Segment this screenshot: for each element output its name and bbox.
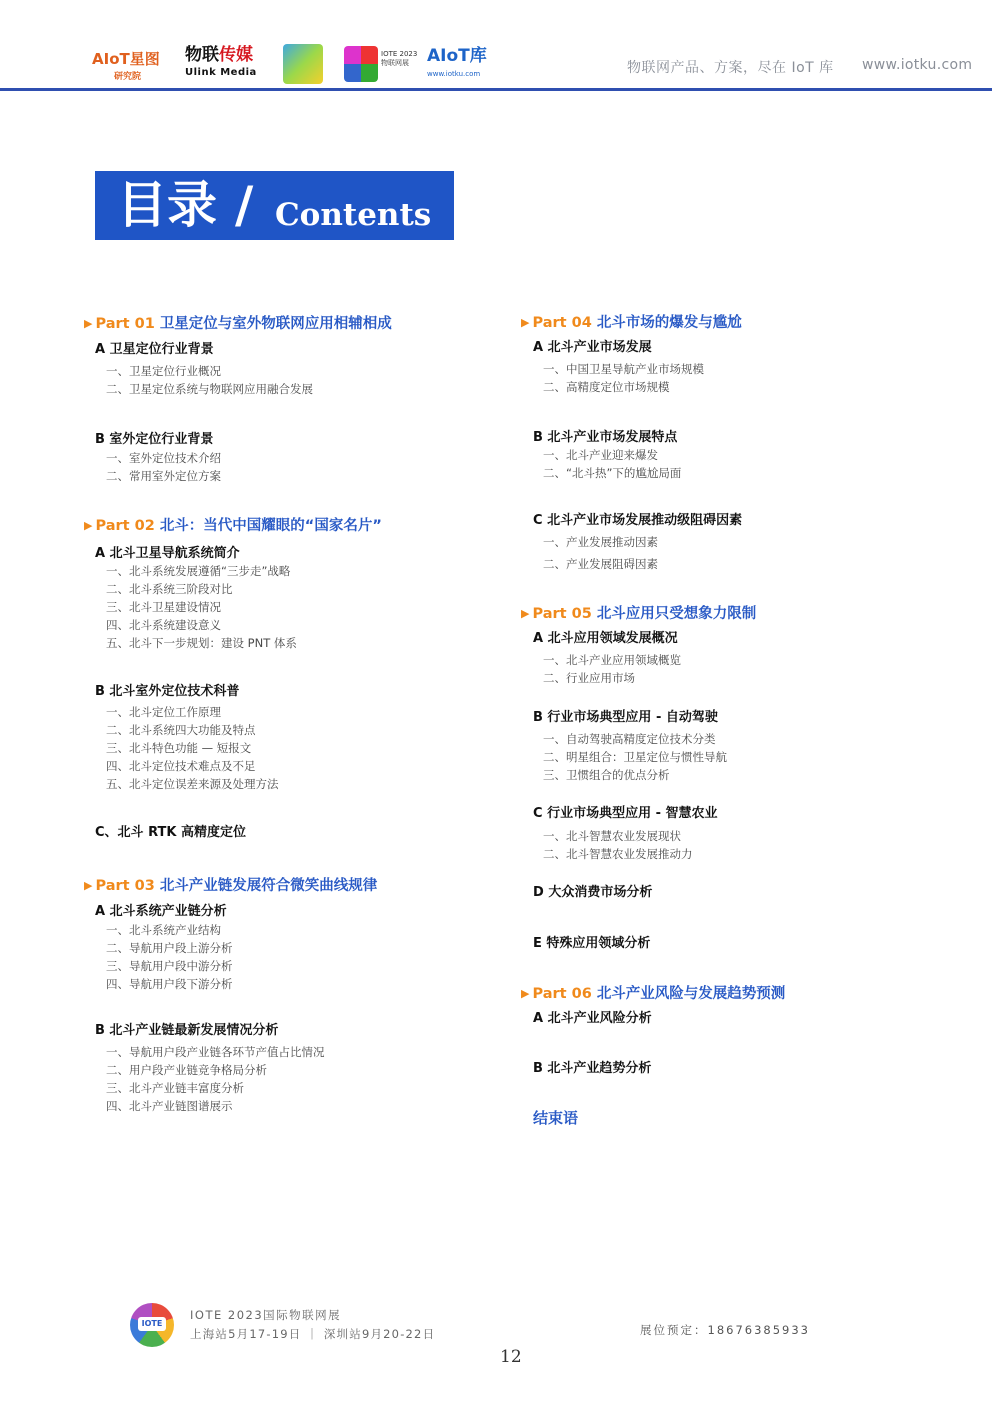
arrow-right-icon: ▶ [521, 316, 530, 329]
toc-item[interactable]: 三、导航用户段中游分析 [106, 959, 233, 973]
toc-item[interactable]: 五、北斗下一步规划：建设 PNT 体系 [106, 636, 297, 650]
toc-part-02[interactable] [84, 514, 382, 535]
expo-badge-logo [283, 44, 323, 84]
arrow-right-icon: ▶ [84, 519, 93, 532]
footer-expo-dates: 上海站5月17-19日 ｜ 深圳站9月20-22日 [190, 1327, 436, 1341]
toc-section[interactable]: B 室外定位行业背景 [95, 432, 214, 447]
footer-booking-phone: 展位预定：18676385933 [640, 1323, 810, 1337]
toc-section[interactable]: E 特殊应用领域分析 [533, 936, 651, 951]
toc-section[interactable]: B 北斗室外定位技术科普 [95, 684, 240, 699]
toc-section[interactable]: B 行业市场典型应用 - 自动驾驶 [533, 710, 718, 725]
toc-item[interactable]: 一、北斗智慧农业发展现状 [543, 829, 681, 843]
aiotku-logo-text: AIoT库 [427, 46, 487, 66]
part-title: 北斗市场的爆发与尴尬 [596, 315, 742, 331]
footer-expo-title: IOTE 2023国际物联网展 [190, 1308, 342, 1322]
toc-part-01[interactable] [84, 312, 392, 333]
toc-item[interactable]: 二、北斗系统三阶段对比 [106, 582, 233, 596]
part-title: 北斗产业链发展符合微笑曲线规律 [159, 878, 378, 894]
aiotku-logo-url: www.iotku.com [427, 70, 481, 78]
part-title: 北斗应用只受想象力限制 [596, 606, 757, 622]
toc-item[interactable]: 一、卫星定位行业概况 [106, 364, 221, 378]
arrow-right-icon: ▶ [84, 879, 93, 892]
ulink-logo-cn-b: 传媒 [219, 45, 253, 65]
aiot-logo-sub: 研究院 [114, 72, 142, 82]
arrow-right-icon: ▶ [521, 987, 530, 1000]
toc-section[interactable]: B 北斗产业趋势分析 [533, 1061, 652, 1076]
toc-item[interactable]: 一、北斗定位工作原理 [106, 705, 221, 719]
toc-item[interactable]: 三、北斗产业链丰富度分析 [106, 1081, 244, 1095]
toc-section[interactable]: A 北斗卫星导航系统简介 [95, 546, 240, 561]
toc-item[interactable]: 二、导航用户段上游分析 [106, 941, 233, 955]
ulink-logo-en: Ulink Media [185, 67, 257, 78]
toc-section[interactable]: C、北斗 RTK 高精度定位 [95, 825, 246, 840]
part-title: 北斗：当代中国耀眼的“国家名片” [159, 518, 382, 534]
contents-title-banner [95, 171, 454, 240]
part-number: Part 05 [532, 606, 592, 622]
toc-item[interactable]: 二、北斗系统四大功能及特点 [106, 723, 256, 737]
toc-item[interactable]: 一、室外定位技术介绍 [106, 451, 221, 465]
ulink-media-logo [185, 46, 257, 82]
toc-item[interactable]: 四、北斗定位技术难点及不足 [106, 759, 256, 773]
page-number: 12 [500, 1347, 522, 1367]
toc-section[interactable]: D 大众消费市场分析 [533, 885, 653, 900]
toc-item[interactable]: 一、导航用户段产业链各环节产值占比情况 [106, 1045, 325, 1059]
title-slash: / [235, 176, 254, 234]
toc-part-03[interactable] [84, 874, 377, 895]
part-number: Part 04 [532, 315, 592, 331]
toc-section[interactable]: A 北斗产业市场发展 [533, 340, 652, 355]
iote-logo-text: IOTE 2023 物联网展 [381, 50, 418, 67]
toc-section[interactable]: A 北斗系统产业链分析 [95, 904, 227, 919]
toc-item[interactable]: 二、北斗智慧农业发展推动力 [543, 847, 693, 861]
toc-item[interactable]: 二、用户段产业链竞争格局分析 [106, 1063, 267, 1077]
iote-colorful-logo [344, 46, 378, 82]
header-website-link[interactable]: www.iotku.com [862, 57, 973, 73]
toc-item[interactable]: 四、北斗系统建设意义 [106, 618, 221, 632]
toc-item[interactable]: 一、北斗产业迎来爆发 [543, 448, 658, 462]
part-title: 卫星定位与室外物联网应用相辅相成 [159, 316, 392, 332]
toc-item[interactable]: 二、高精度定位市场规模 [543, 380, 670, 394]
aiot-logo-text: AIoT星图 [92, 50, 160, 68]
toc-item[interactable]: 二、“北斗热”下的尴尬局面 [543, 466, 682, 480]
part-number: Part 01 [95, 316, 155, 332]
toc-part-06[interactable] [521, 982, 785, 1003]
toc-item[interactable]: 一、自动驾驶高精度定位技术分类 [543, 732, 716, 746]
toc-section[interactable]: A 北斗应用领域发展概况 [533, 631, 678, 646]
toc-ending[interactable]: 结束语 [533, 1109, 579, 1127]
arrow-right-icon: ▶ [84, 317, 93, 330]
toc-section[interactable]: C 行业市场典型应用 - 智慧农业 [533, 806, 718, 821]
toc-section[interactable]: C 北斗产业市场发展推动级阻碍因素 [533, 513, 743, 528]
toc-item[interactable]: 三、北斗特色功能 — 短报文 [106, 741, 252, 755]
ulink-logo-cn-a: 物联 [185, 45, 219, 65]
toc-section[interactable]: A 北斗产业风险分析 [533, 1011, 652, 1026]
part-number: Part 02 [95, 518, 155, 534]
toc-item[interactable]: 二、卫星定位系统与物联网应用融合发展 [106, 382, 313, 396]
toc-part-05[interactable] [521, 602, 756, 623]
toc-item[interactable]: 一、北斗系统发展遵循“三步走”战略 [106, 564, 291, 578]
toc-item[interactable]: 二、常用室外定位方案 [106, 469, 221, 483]
toc-item[interactable]: 一、中国卫星导航产业市场规模 [543, 362, 704, 376]
toc-section[interactable]: B 北斗产业市场发展特点 [533, 430, 678, 445]
arrow-right-icon: ▶ [521, 607, 530, 620]
toc-item[interactable]: 一、北斗系统产业结构 [106, 923, 221, 937]
toc-item[interactable]: 二、明星组合：卫星定位与惯性导航 [543, 750, 727, 764]
toc-item[interactable]: 四、北斗产业链图谱展示 [106, 1099, 233, 1113]
aiotku-logo [427, 47, 487, 83]
toc-item[interactable]: 三、北斗卫星建设情况 [106, 600, 221, 614]
aiot-research-logo [92, 48, 160, 82]
title-en: Contents [275, 197, 432, 233]
toc-item[interactable]: 二、行业应用市场 [543, 671, 635, 685]
iote-footer-logo [130, 1303, 174, 1347]
iote-footer-logo-text: IOTE [138, 1317, 166, 1331]
part-number: Part 06 [532, 986, 592, 1002]
title-cn: 目录 [117, 176, 217, 234]
toc-section[interactable]: A 卫星定位行业背景 [95, 342, 214, 357]
header-slogan: 物联网产品、方案，尽在 IoT 库 [627, 60, 834, 76]
page-header [0, 0, 992, 98]
toc-part-04[interactable] [521, 311, 742, 332]
toc-item[interactable]: 五、北斗定位误差来源及处理方法 [106, 777, 279, 791]
toc-item[interactable]: 二、产业发展阻碍因素 [543, 557, 658, 571]
toc-item[interactable]: 一、北斗产业应用领域概览 [543, 653, 681, 667]
toc-item[interactable]: 四、导航用户段下游分析 [106, 977, 233, 991]
toc-section[interactable]: B 北斗产业链最新发展情况分析 [95, 1023, 279, 1038]
toc-item[interactable]: 三、卫惯组合的优点分析 [543, 768, 670, 782]
header-divider [0, 88, 992, 91]
toc-item[interactable]: 一、产业发展推动因素 [543, 535, 658, 549]
part-number: Part 03 [95, 878, 155, 894]
part-title: 北斗产业风险与发展趋势预测 [596, 986, 786, 1002]
